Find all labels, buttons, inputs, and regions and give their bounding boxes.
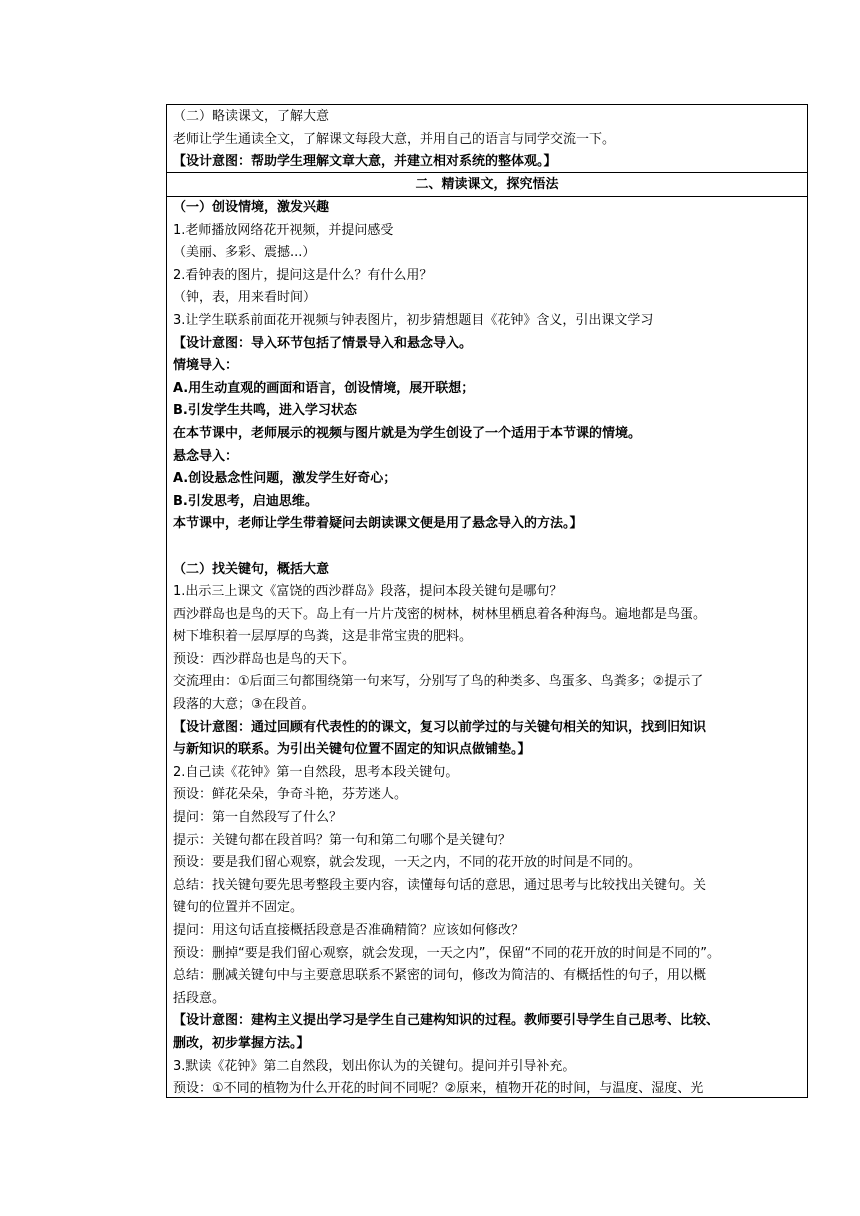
section-header-title: 二、精读课文，探究悟法 [415, 177, 559, 192]
text-line: 与新知识的联系。为引出关键句位置不固定的知识点做铺垫。】 [173, 742, 531, 758]
text-line: 树下堆积着一层厚厚的鸟粪，这是非常宝贵的肥料。 [173, 629, 473, 645]
text-line: 【设计意图：通过回顾有代表性的的课文，复习以前学过的与关键句相关的知识，找到旧知识 [173, 719, 707, 735]
text-line: （二）找关键句，概括大意 [173, 561, 330, 577]
text-line: 【设计意图：建构主义提出学习是学生自己建构知识的过程。教师要引导学生自己思考、比较、 [173, 1013, 720, 1029]
main-content-cell [167, 197, 807, 1101]
text-line: 提问：用这句话直接概括段意是否准确精简？应该如何修改？ [173, 923, 525, 938]
text-line: 提示：关键句都在段首吗？第一句和第二句哪个是关键句？ [173, 832, 512, 848]
text-line: 老师让学生通读全文，了解课文每段大意，并用自己的语言与同学交流一下。 [173, 131, 616, 147]
overview-cell [167, 105, 807, 173]
text-line: 预设：①不同的植物为什么开花的时间不同呢？②原来，植物开花的时间，与温度、湿度、光 [173, 1081, 704, 1097]
blank-line [173, 536, 801, 559]
lesson-plan-table [166, 104, 808, 1098]
text-line: 3.默读《花钟》第二自然段，划出你认为的关键句。提问并引导补充。 [173, 1058, 576, 1074]
text-line: 2.自己读《花钟》第一自然段，思考本段关键句。 [173, 764, 459, 780]
text-line: 提问：第一自然段写了什么？ [173, 810, 343, 826]
text-line: 3.让学生联系前面花开视频与钟表图片，初步猜想题目《花钟》含义，引出课文学习 [173, 312, 654, 328]
text-line: 【设计意图：导入环节包括了情景导入和悬念导入。 [173, 335, 473, 351]
text-line: （一）创设情境，激发兴趣 [173, 200, 330, 215]
text-line: 预设：鲜花朵朵，争奇斗艳，芬芳迷人。 [173, 787, 408, 803]
text-line: （美丽、多彩、震撼...） [173, 245, 316, 261]
text-line: 1.老师播放网络花开视频，并提问感受 [173, 222, 394, 238]
text-line: （钟，表，用来看时间） [173, 290, 317, 306]
text-line: A.用生动直观的画面和语言，创设情境，展开联想； [173, 380, 475, 396]
text-line: 1.出示三上课文《富饶的西沙群岛》段落，提问本段关键句是哪句？ [173, 584, 563, 600]
text-line: 预设：西沙群岛也是鸟的天下。 [173, 651, 356, 667]
text-line: 总结：删减关键句中与主要意思联系不紧密的词句，修改为简洁的、有概括性的句子，用以概 [173, 968, 707, 984]
text-line: 段落的大意；③在段首。 [173, 697, 315, 713]
text-line: 总结：找关键句要先思考整段主要内容，读懂每句话的意思，通过思考与比较找出关键句。关 [173, 877, 707, 893]
text-line: 悬念导入： [173, 448, 239, 464]
text-line: B.引发思考，启迪思维。 [173, 493, 318, 509]
text-line: A.创设悬念性问题，激发学生好奇心； [173, 471, 397, 487]
text-line: 删改，初步掌握方法。】 [173, 1035, 310, 1051]
text-line: 情境导入： [173, 358, 239, 374]
text-line: 【设计意图：帮助学生理解文章大意，并建立相对系统的整体观。】 [173, 154, 557, 170]
text-line: 预设：删掉“要是我们留心观察，就会发现，一天之内”，保留“不同的花开放的时间是不同的”。 [173, 945, 720, 961]
text-line: 括段意。 [173, 990, 226, 1006]
text-line: 在本节课中，老师展示的视频与图片就是为学生创设了一个适用于本节课的情境。 [173, 425, 642, 441]
text-line: B.引发学生共鸣，进入学习状态 [173, 403, 357, 419]
text-line: 预设：要是我们留心观察，就会发现，一天之内，不同的花开放的时间是不同的。 [173, 855, 642, 871]
section-header-cell [167, 173, 807, 197]
text-line: 2.看钟表的图片，提问这是什么？有什么用？ [173, 267, 433, 283]
text-line: 键句的位置并不固定。 [173, 900, 304, 916]
text-line: 交流理由：①后面三句都围绕第一句来写，分别写了鸟的种类多、鸟蛋多、鸟粪多；②提示了 [173, 674, 704, 690]
text-line: （二）略读课文，了解大意 [173, 109, 330, 124]
text-line: 本节课中，老师让学生带着疑问去朗读课文便是用了悬念导入的方法。】 [173, 516, 583, 532]
text-line: 西沙群岛也是鸟的天下。岛上有一片片茂密的树林，树林里栖息着各种海鸟。遍地都是鸟蛋。 [173, 606, 707, 622]
